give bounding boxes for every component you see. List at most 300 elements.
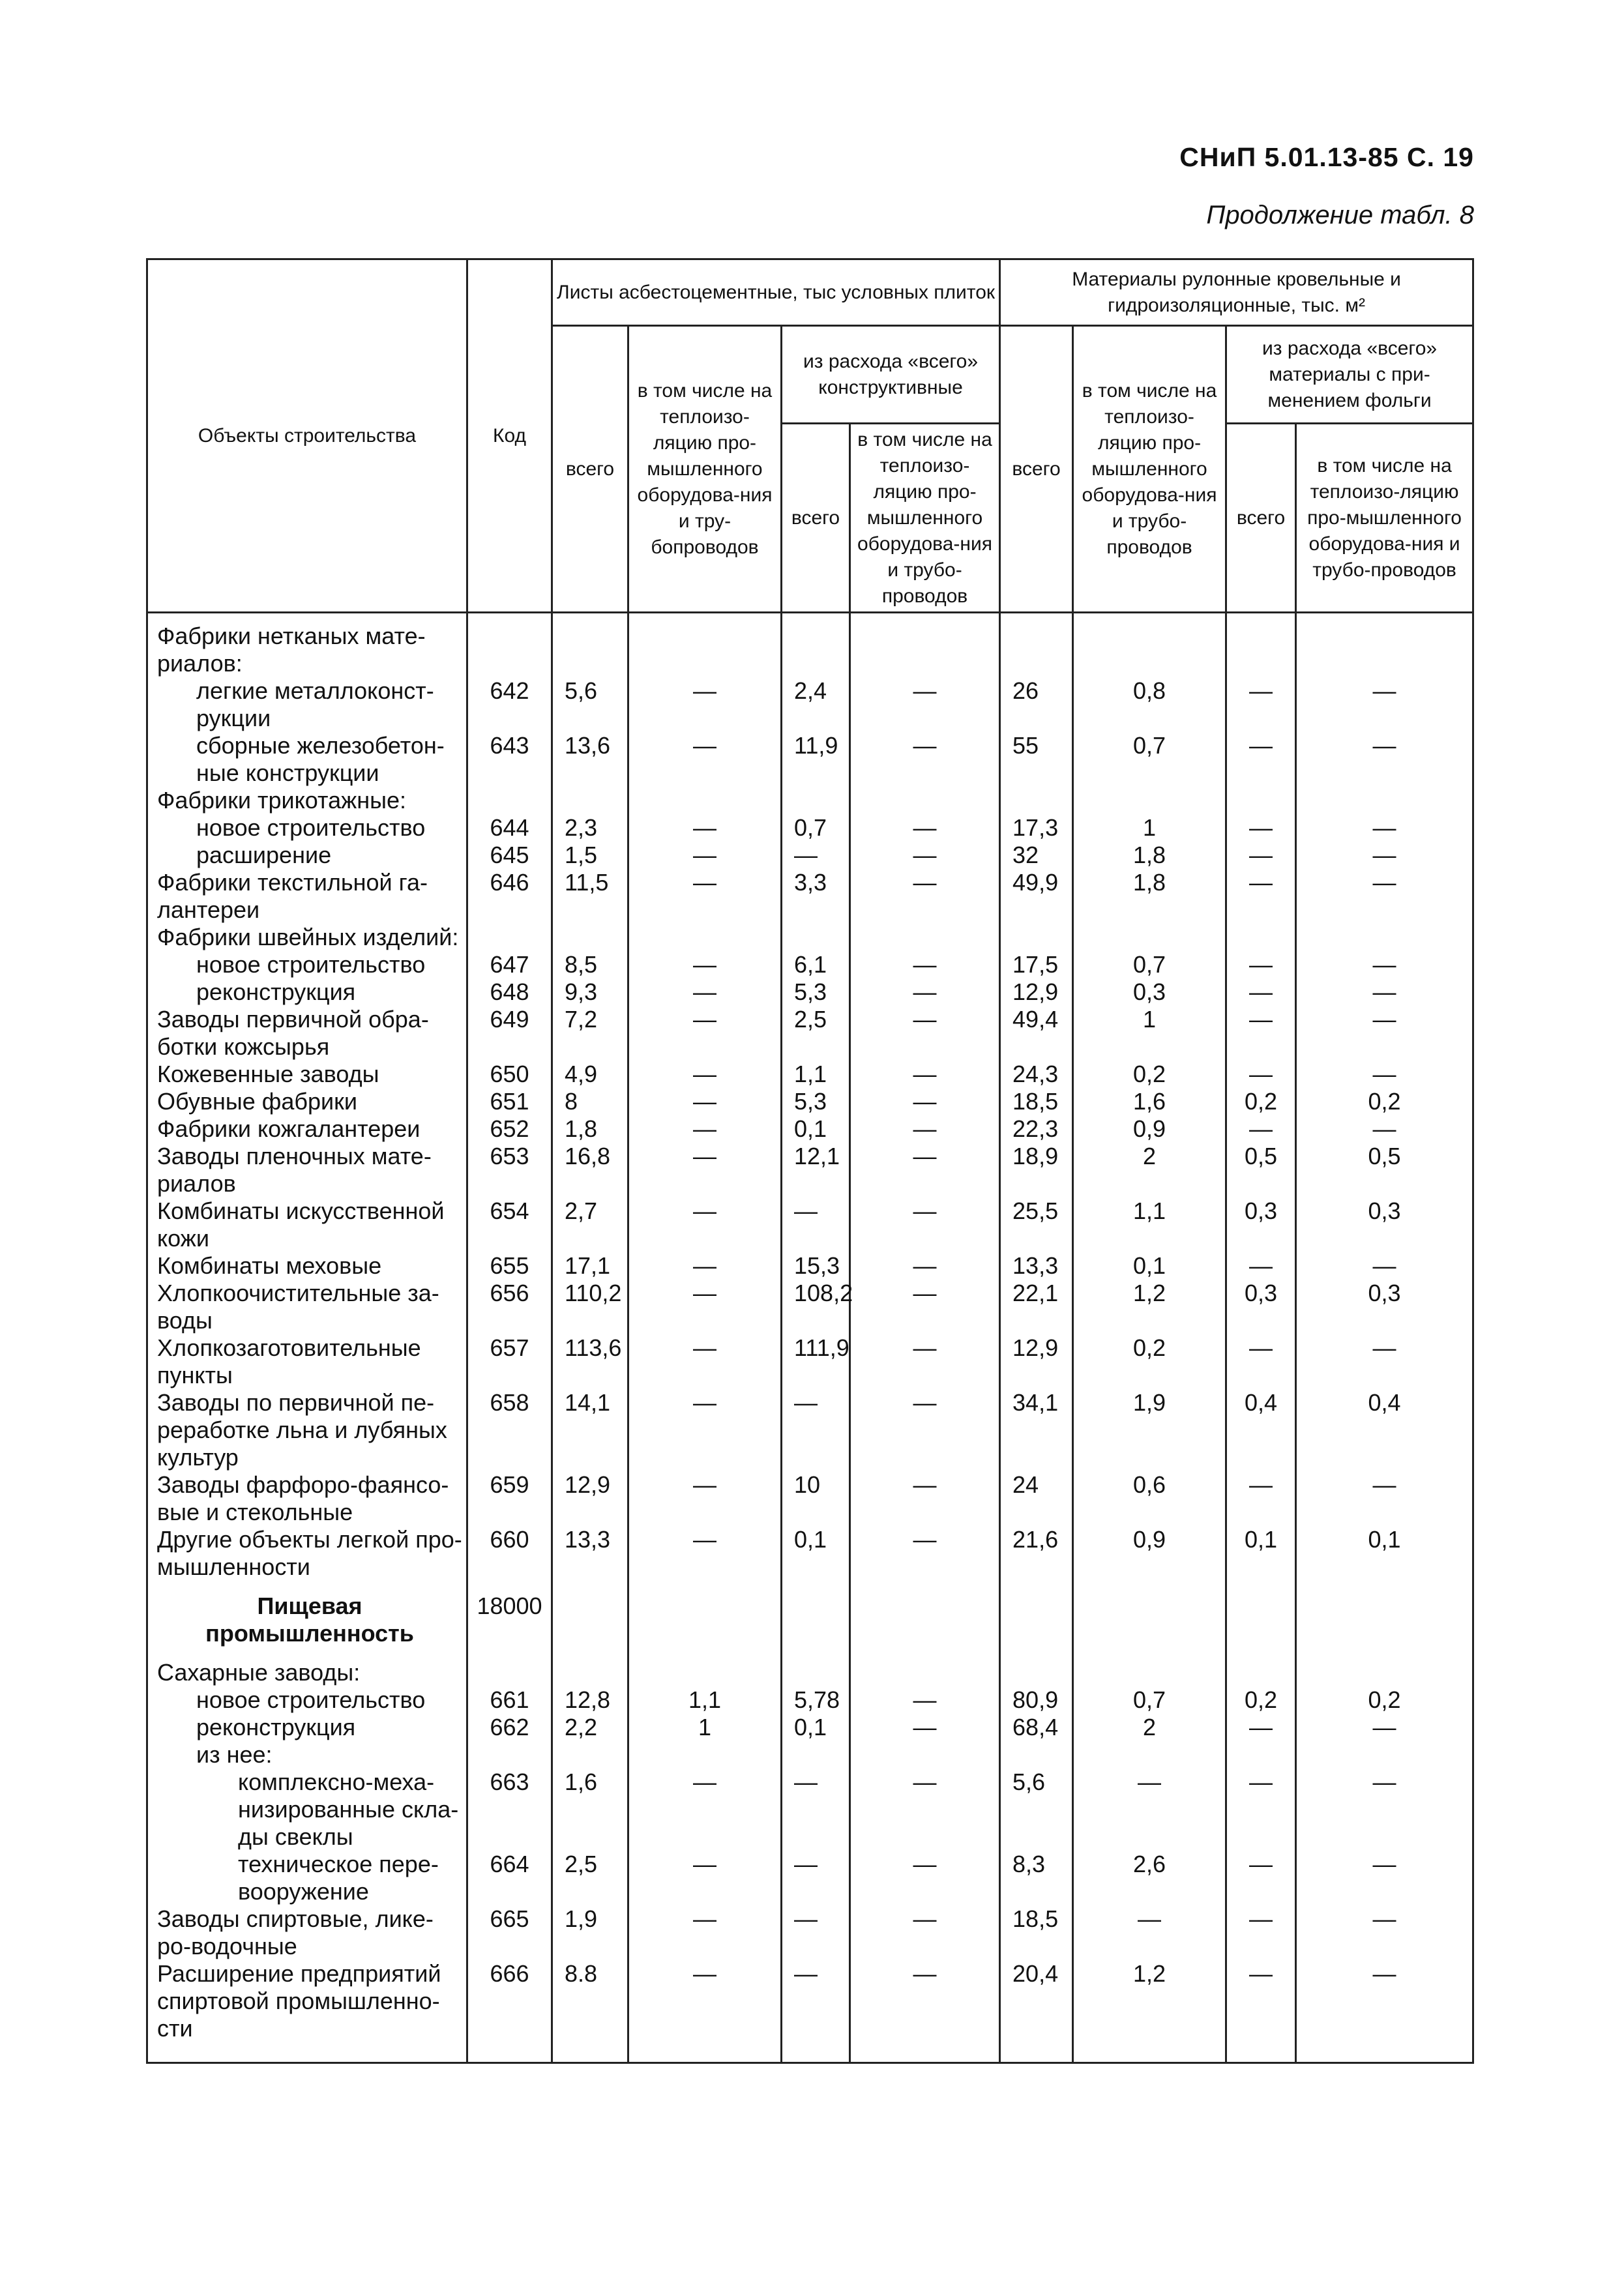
table-row [147,677,1473,732]
value-cell: 2,3 [552,814,628,842]
value-cell: 8,5 [552,951,628,978]
value-cell: — [628,1115,782,1143]
value-cell [1073,1581,1226,1659]
value-cell [552,1581,628,1659]
value-cell: — [628,1061,782,1088]
value-cell: 0,8 [1073,677,1226,732]
value-cell: 9,3 [552,978,628,1006]
value-cell: — [1226,1471,1296,1526]
value-cell [1000,924,1073,951]
value-cell: 1,6 [1073,1088,1226,1115]
value-cell: 32 [1000,842,1073,869]
object-name [147,1280,467,1334]
value-cell: — [782,1851,850,1905]
value-cell: — [850,1115,1000,1143]
value-cell: 110,2 [552,1280,628,1334]
value-cell [1000,1741,1073,1769]
object-name-text: новое строительство [196,814,426,841]
value-cell: 12,9 [552,1471,628,1526]
value-cell: 0,6 [1073,1471,1226,1526]
value-cell: — [1226,814,1296,842]
object-name [147,1851,467,1905]
value-cell: — [1296,814,1473,842]
value-cell: 2 [1073,1714,1226,1741]
value-cell: — [1226,1769,1296,1851]
object-name [147,814,467,842]
table-row [147,1741,1473,1769]
table-row [147,1389,1473,1471]
value-cell: — [1226,842,1296,869]
value-cell: 12,9 [1000,978,1073,1006]
table-row [147,814,1473,842]
value-cell: 17,1 [552,1252,628,1280]
value-cell: — [628,1851,782,1905]
value-cell [1073,613,1226,678]
value-cell: 0,4 [1296,1389,1473,1471]
object-name [147,1960,467,2063]
object-name-text: Фабрики нетканых мате-риалов: [157,623,426,677]
value-cell: 49,9 [1000,869,1073,924]
value-cell: — [1226,1061,1296,1088]
value-cell: 1,1 [1073,1197,1226,1252]
header-g1-insulation: в том числе на теплоизо-ляцию про-мышленного оборудова-ния и тру-бопроводов [628,326,782,613]
value-cell: 49,4 [1000,1006,1073,1061]
value-cell [1296,1581,1473,1659]
object-name [147,842,467,869]
object-name-text: Заводы пленочных мате-риалов [157,1143,432,1197]
value-cell [1226,1741,1296,1769]
value-cell: 24,3 [1000,1061,1073,1088]
value-cell [782,1741,850,1769]
object-name-text: техническое пере-вооружение [238,1851,439,1905]
code-cell [467,613,552,678]
object-name [147,1143,467,1197]
object-name [147,1088,467,1115]
value-cell: 68,4 [1000,1714,1073,1741]
value-cell: — [850,1769,1000,1851]
object-name-text: Комбинаты меховые [157,1252,382,1279]
value-cell: — [1296,978,1473,1006]
value-cell [850,1741,1000,1769]
value-cell [782,613,850,678]
value-cell [1000,787,1073,814]
value-cell: — [1073,1905,1226,1960]
value-cell: — [628,1280,782,1334]
value-cell: 5,78 [782,1686,850,1714]
object-name [147,1714,467,1741]
code-cell [467,924,552,951]
value-cell: 0,2 [1073,1061,1226,1088]
value-cell: — [1296,1905,1473,1960]
value-cell: — [850,1851,1000,1905]
value-cell: — [1226,869,1296,924]
object-name-text: Заводы фарфоро-фаянсо-вые и стекольные [157,1471,449,1525]
value-cell: 6,1 [782,951,850,978]
value-cell: — [1226,1714,1296,1741]
code-cell: 648 [467,978,552,1006]
value-cell: — [850,1252,1000,1280]
value-cell: 1,6 [552,1769,628,1851]
value-cell: 0,9 [1073,1115,1226,1143]
value-cell: — [850,732,1000,787]
value-cell: — [1226,978,1296,1006]
table-row [147,1088,1473,1115]
value-cell: — [850,1006,1000,1061]
code-cell: 645 [467,842,552,869]
object-name-text: Фабрики кожгалантереи [157,1115,421,1142]
value-cell: 13,3 [552,1526,628,1581]
code-cell: 18000 [467,1581,552,1659]
value-cell: 7,2 [552,1006,628,1061]
value-cell: 0,3 [1226,1280,1296,1334]
object-name-text: реконструкция [196,978,356,1005]
value-cell: 17,3 [1000,814,1073,842]
object-name [147,1659,467,1686]
value-cell: 0,3 [1226,1197,1296,1252]
table-row [147,1581,1473,1659]
object-name-text: реконструкция [196,1714,356,1740]
value-cell: 17,5 [1000,951,1073,978]
value-cell: — [850,951,1000,978]
value-cell: — [850,1905,1000,1960]
header-objects: Объекты строительства [147,259,467,613]
value-cell: 1,1 [782,1061,850,1088]
code-cell: 657 [467,1334,552,1389]
value-cell: — [782,842,850,869]
table-body [147,613,1473,2063]
value-cell: — [1226,951,1296,978]
value-cell: — [1296,869,1473,924]
header-g2-sub-total: всего [1226,424,1296,613]
object-name [147,1252,467,1280]
header-g1-sub-total: всего [782,424,850,613]
value-cell: — [628,1197,782,1252]
value-cell: — [850,1197,1000,1252]
value-cell: 5,3 [782,978,850,1006]
value-cell [782,1659,850,1686]
value-cell: 26 [1000,677,1073,732]
value-cell: — [1296,1851,1473,1905]
table-row [147,1769,1473,1851]
value-cell: — [1226,1334,1296,1389]
value-cell: 0,1 [1296,1526,1473,1581]
value-cell: — [850,1389,1000,1471]
code-cell: 663 [467,1769,552,1851]
object-name [147,1006,467,1061]
value-cell: — [1296,951,1473,978]
value-cell: 12,1 [782,1143,850,1197]
value-cell: 18,5 [1000,1088,1073,1115]
value-cell: 1,9 [1073,1389,1226,1471]
value-cell: — [850,1714,1000,1741]
code-cell: 647 [467,951,552,978]
object-name-text: комплексно-меха-низированные скла-ды свеклы [238,1769,459,1850]
value-cell [850,787,1000,814]
value-cell: 0,7 [782,814,850,842]
value-cell [552,787,628,814]
code-cell: 664 [467,1851,552,1905]
value-cell [1000,613,1073,678]
table-row [147,1006,1473,1061]
code-cell: 661 [467,1686,552,1714]
value-cell: — [1296,1471,1473,1526]
object-name [147,787,467,814]
value-cell: 0,1 [782,1115,850,1143]
value-cell: 0,1 [1073,1252,1226,1280]
object-name [147,613,467,678]
value-cell: — [1296,732,1473,787]
code-cell: 643 [467,732,552,787]
code-cell: 652 [467,1115,552,1143]
object-name-text: Кожевенные заводы [157,1061,379,1087]
value-cell: 1 [1073,814,1226,842]
consumption-table [146,258,1474,2064]
code-cell: 649 [467,1006,552,1061]
value-cell: — [850,869,1000,924]
value-cell: — [782,1960,850,2063]
table-row [147,842,1473,869]
value-cell: — [628,1252,782,1280]
value-cell: 2,6 [1073,1851,1226,1905]
value-cell: 10 [782,1471,850,1526]
document-code: СНиП 5.01.13-85 С. 19 [1179,142,1474,172]
object-name [147,978,467,1006]
table-row [147,869,1473,924]
value-cell: 2,4 [782,677,850,732]
value-cell: 5,6 [1000,1769,1073,1851]
value-cell: 0,2 [1296,1686,1473,1714]
object-name-text: Заводы спиртовые, лике-ро-водочные [157,1905,434,1960]
table-row [147,1686,1473,1714]
value-cell: — [1296,1334,1473,1389]
object-name-text: новое строительство [196,951,426,978]
table-row [147,1197,1473,1252]
value-cell [552,1741,628,1769]
code-cell [467,1741,552,1769]
value-cell: 1,8 [1073,869,1226,924]
value-cell: 0,1 [1226,1526,1296,1581]
value-cell: 22,1 [1000,1280,1073,1334]
value-cell: 1,9 [552,1905,628,1960]
header-g2-insulation: в том числе на теплоизо-ляцию про-мышленного оборудова-ния и трубо-проводов [1073,326,1226,613]
value-cell: 1,8 [552,1115,628,1143]
value-cell: 0,5 [1296,1143,1473,1197]
object-name [147,1686,467,1714]
object-name [147,1389,467,1471]
table-row [147,1115,1473,1143]
header-g2-foil: из расхода «всего» материалы с при-менением фольги [1226,326,1473,424]
value-cell: 24 [1000,1471,1073,1526]
value-cell: — [850,1686,1000,1714]
code-cell: 666 [467,1960,552,2063]
object-name-text: Другие объекты легкой про-мышленности [157,1526,462,1580]
object-name-text: Комбинаты искусственной кожи [157,1197,445,1252]
value-cell: 1,8 [1073,842,1226,869]
value-cell [1073,1659,1226,1686]
value-cell [628,787,782,814]
header-g1-sub-insulation: в том числе на теплоизо-ляцию про-мышленного оборудова-ния и трубо-проводов [850,424,1000,613]
value-cell: — [1296,1252,1473,1280]
value-cell [628,1581,782,1659]
value-cell: 0,1 [782,1714,850,1741]
value-cell: 4,9 [552,1061,628,1088]
value-cell: 34,1 [1000,1389,1073,1471]
table-row [147,1526,1473,1581]
value-cell: 55 [1000,732,1073,787]
value-cell [850,1581,1000,1659]
table-row [147,1471,1473,1526]
value-cell: 111,9 [782,1334,850,1389]
value-cell: 16,8 [552,1143,628,1197]
value-cell: 1,5 [552,842,628,869]
table-continuation-label: Продолжение табл. 8 [1206,201,1474,229]
value-cell [552,924,628,951]
value-cell: 0,7 [1073,732,1226,787]
value-cell: — [850,978,1000,1006]
value-cell: — [850,1526,1000,1581]
value-cell: — [1296,1061,1473,1088]
code-cell: 660 [467,1526,552,1581]
value-cell: — [628,1960,782,2063]
object-name-text: расширение [196,842,332,868]
value-cell: 1 [628,1714,782,1741]
object-name-text: Пищевая промышленность [205,1593,414,1647]
value-cell: 0,3 [1296,1280,1473,1334]
value-cell: 0,2 [1226,1088,1296,1115]
value-cell: — [850,1088,1000,1115]
value-cell [1073,787,1226,814]
value-cell: — [850,1061,1000,1088]
value-cell: 13,6 [552,732,628,787]
value-cell: — [850,1960,1000,2063]
object-name-text: Заводы первичной обра-ботки кожсырья [157,1006,429,1060]
value-cell: — [628,1334,782,1389]
header-g1-constructive: из расхода «всего» конструктивные [782,326,1000,424]
header-asbestos-sheets: Листы асбестоцементные, тыс условных плиток [552,259,1000,326]
value-cell: — [850,842,1000,869]
value-cell [1296,613,1473,678]
value-cell: 1 [1073,1006,1226,1061]
table-row [147,787,1473,814]
code-cell [467,1659,552,1686]
value-cell: 0,3 [1073,978,1226,1006]
object-name [147,1197,467,1252]
value-cell: — [1226,732,1296,787]
value-cell [1226,924,1296,951]
object-name [147,1741,467,1769]
code-cell: 654 [467,1197,552,1252]
object-name [147,869,467,924]
value-cell [628,613,782,678]
value-cell [552,613,628,678]
value-cell: — [1296,1960,1473,2063]
value-cell: 80,9 [1000,1686,1073,1714]
code-cell: 662 [467,1714,552,1741]
header-g2-total: всего [1000,326,1073,613]
value-cell: 25,5 [1000,1197,1073,1252]
value-cell [782,1581,850,1659]
table-row [147,1960,1473,2063]
value-cell: — [628,732,782,787]
value-cell: — [1226,1006,1296,1061]
object-name [147,1769,467,1851]
value-cell [1296,924,1473,951]
value-cell [1073,1741,1226,1769]
value-cell: — [1226,1115,1296,1143]
object-name-text: Хлопкозаготовительные пункты [157,1334,421,1388]
value-cell: — [1226,1905,1296,1960]
value-cell: 8.8 [552,1960,628,2063]
table-row [147,732,1473,787]
value-cell: 2,7 [552,1197,628,1252]
value-cell: 2 [1073,1143,1226,1197]
table-row [147,951,1473,978]
object-name [147,732,467,787]
value-cell [628,1741,782,1769]
value-cell: — [1296,677,1473,732]
value-cell [1000,1581,1073,1659]
value-cell: — [1226,1960,1296,2063]
code-cell: 650 [467,1061,552,1088]
code-cell [467,787,552,814]
object-name-text: новое строительство [196,1686,426,1713]
value-cell: 11,5 [552,869,628,924]
value-cell: 5,3 [782,1088,850,1115]
value-cell: 1,2 [1073,1280,1226,1334]
value-cell [850,924,1000,951]
value-cell: 15,3 [782,1252,850,1280]
object-name-text: Фабрики трикотажные: [157,787,406,814]
value-cell: 0,3 [1296,1197,1473,1252]
value-cell: — [1226,677,1296,732]
code-cell: 656 [467,1280,552,1334]
value-cell: — [1296,1115,1473,1143]
header-roll-materials: Материалы рулонные кровельные и гидроизоляционные, тыс. м² [1000,259,1473,326]
value-cell [552,1659,628,1686]
value-cell [1226,787,1296,814]
value-cell: 113,6 [552,1334,628,1389]
table-row [147,1659,1473,1686]
value-cell: 5,6 [552,677,628,732]
value-cell: 108,2 [782,1280,850,1334]
value-cell [1073,924,1226,951]
value-cell: — [628,814,782,842]
value-cell: 0,2 [1226,1686,1296,1714]
value-cell: 14,1 [552,1389,628,1471]
value-cell: — [628,1088,782,1115]
object-name-text: легкие металлоконст-рукции [196,677,434,731]
value-cell: — [850,1143,1000,1197]
value-cell: — [1296,1714,1473,1741]
value-cell [1296,787,1473,814]
value-cell: 18,5 [1000,1905,1073,1960]
code-cell: 655 [467,1252,552,1280]
code-cell: 665 [467,1905,552,1960]
value-cell: 22,3 [1000,1115,1073,1143]
object-name [147,951,467,978]
code-cell: 658 [467,1389,552,1471]
table-row [147,1905,1473,1960]
value-cell: 0,4 [1226,1389,1296,1471]
value-cell: — [628,978,782,1006]
value-cell: — [850,1471,1000,1526]
value-cell: — [1296,842,1473,869]
value-cell: 0,9 [1073,1526,1226,1581]
code-cell: 646 [467,869,552,924]
value-cell: — [628,869,782,924]
header-g1-total: всего [552,326,628,613]
value-cell: 1,2 [1073,1960,1226,2063]
